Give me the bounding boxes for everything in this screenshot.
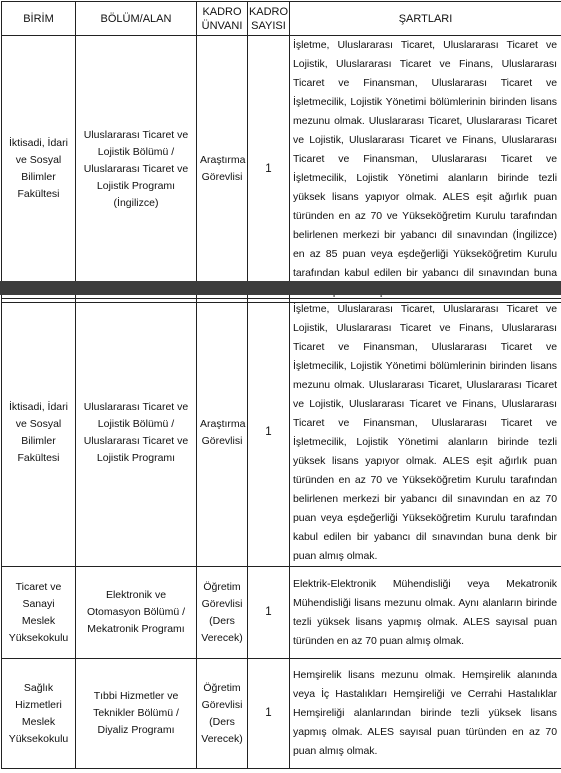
cell-sartlar: Elektrik-Elektronik Mühendisliği veya Mekatronik Mühendisliği lisans mezunu olmak. Aynı alanların birinde tezli yüksek lisans yapmış olmak. ALES sayısal puan türünden en az 70 puan almış olmak. [290, 567, 561, 659]
cell-bolum: Elektronik ve Otomasyon Bölümü / Mekatronik Programı [76, 567, 197, 659]
cell-sartlar: Hemşirelik lisans mezunu olmak. Hemşirelik alanında veya İç Hastalıkları Hemşireliği ve Cerrahi Hastalıklar Hemşireliği alanlarından birinde tezli yüksek lisans yapmış olmak. ALES sayısal puan türünden en az 70 puan almış olmak. [290, 659, 561, 769]
cell-sayi: 1 [248, 659, 290, 769]
cell-sayi: 1 [248, 567, 290, 659]
cell-birim: Ticaret ve Sanayi Meslek Yüksekokulu [2, 567, 76, 659]
header-kadro-unvani [197, 2, 248, 36]
header-bolum: BÖLÜM/ALAN [76, 2, 197, 36]
header-sartlar: ŞARTLARI [290, 2, 561, 36]
cell-bolum: Uluslararası Ticaret ve Lojistik Bölümü / Uluslararası Ticaret ve Lojistik Programı [76, 299, 197, 567]
cell-bolum: Tıbbi Hizmetler ve Teknikler Bölümü / Diyaliz Programı [76, 659, 197, 769]
header-kadro-sayisi [248, 2, 290, 36]
cell-unvan: Öğretim Görevlisi (Ders Verecek) [197, 567, 248, 659]
positions-table-bottom [1, 298, 561, 769]
table-row [2, 299, 561, 567]
table-row [2, 567, 561, 659]
page-separator-bar [0, 281, 561, 295]
cell-unvan: Öğretim Görevlisi (Ders Verecek) [197, 659, 248, 769]
table-header-row [2, 2, 561, 36]
cell-sartlar: İşletme, Uluslararası Ticaret, Uluslararası Ticaret ve Lojistik, Uluslararası Ticaret ve Finans, Uluslararası Ticaret ve Finansman, Uluslararası Ticaret ve İşletmecilik, Lojistik Yönetimi bölümlerinin birinden lisans mezunu olmak. Uluslararası Ticaret, Uluslararası Ticaret ve Lojistik, Uluslararası Ticaret ve Finans, Uluslararası Ticaret ve Finansman, Uluslararası Ticaret ve İşletmecilik, Lojistik Yönetimi alanların birinde tezli yüksek lisans yapıyor olmak. ALES eşit ağırlık puan türünden en az 70 ve Yükseköğretim Kurulu tarafından belirlenen merkezi bir yabancı dil sınavından en az 70 puan veya eşdeğerliği Yükseköğretim Kurulu tarafından kabul edilen bir yabancı dil sınavından buna denk bir puan almış olmak. [290, 299, 561, 567]
cell-unvan: Araştırma Görevlisi [197, 36, 248, 303]
table-row [2, 36, 561, 303]
cell-bolum: Uluslararası Ticaret ve Lojistik Bölümü / Uluslararası Ticaret ve Lojistik Programı (İngilizce) [76, 36, 197, 303]
cell-birim: İktisadi, İdari ve Sosyal Bilimler Fakültesi [2, 36, 76, 303]
cell-birim: Sağlık Hizmetleri Meslek Yüksekokulu [2, 659, 76, 769]
table-row [2, 659, 561, 769]
header-kadro-unvani-line1: KADRO [202, 5, 242, 18]
header-kadro-sayisi-line2: SAYISI [251, 19, 286, 32]
cell-unvan: Araştırma Görevlisi [197, 299, 248, 567]
header-kadro-sayisi-line1: KADRO [248, 5, 289, 18]
cell-sayi: 1 [248, 36, 290, 303]
cell-birim: İktisadi, İdari ve Sosyal Bilimler Fakültesi [2, 299, 76, 567]
header-birim: BİRİM [2, 2, 76, 36]
positions-table-top [1, 1, 561, 303]
header-kadro-unvani-line2: ÜNVANI [201, 19, 243, 32]
cell-sayi: 1 [248, 299, 290, 567]
cell-sartlar: İşletme, Uluslararası Ticaret, Uluslararası Ticaret ve Lojistik, Uluslararası Ticaret ve Finans, Uluslararası Ticaret ve Finansman, Uluslararası Ticaret ve İşletmecilik, Lojistik Yönetimi bölümlerinin birinden lisans mezunu olmak. Uluslararası Ticaret, Uluslararası Ticaret ve Lojistik, Uluslararası Ticaret ve Finans, Uluslararası Ticaret ve Finansman, Uluslararası Ticaret ve İşletmecilik, Lojistik Yönetimi alanların birinde tezli yüksek lisans yapıyor olmak. ALES eşit ağırlık puan türünden en az 70 ve Yükseköğretim Kurulu tarafından belirlenen merkezi bir yabancı dil sınavından (İngilizce) en az 85 puan veya eşdeğerliği Yükseköğretim Kurulu tarafından kabul edilen bir yabancı dil sınavından buna [290, 36, 561, 303]
